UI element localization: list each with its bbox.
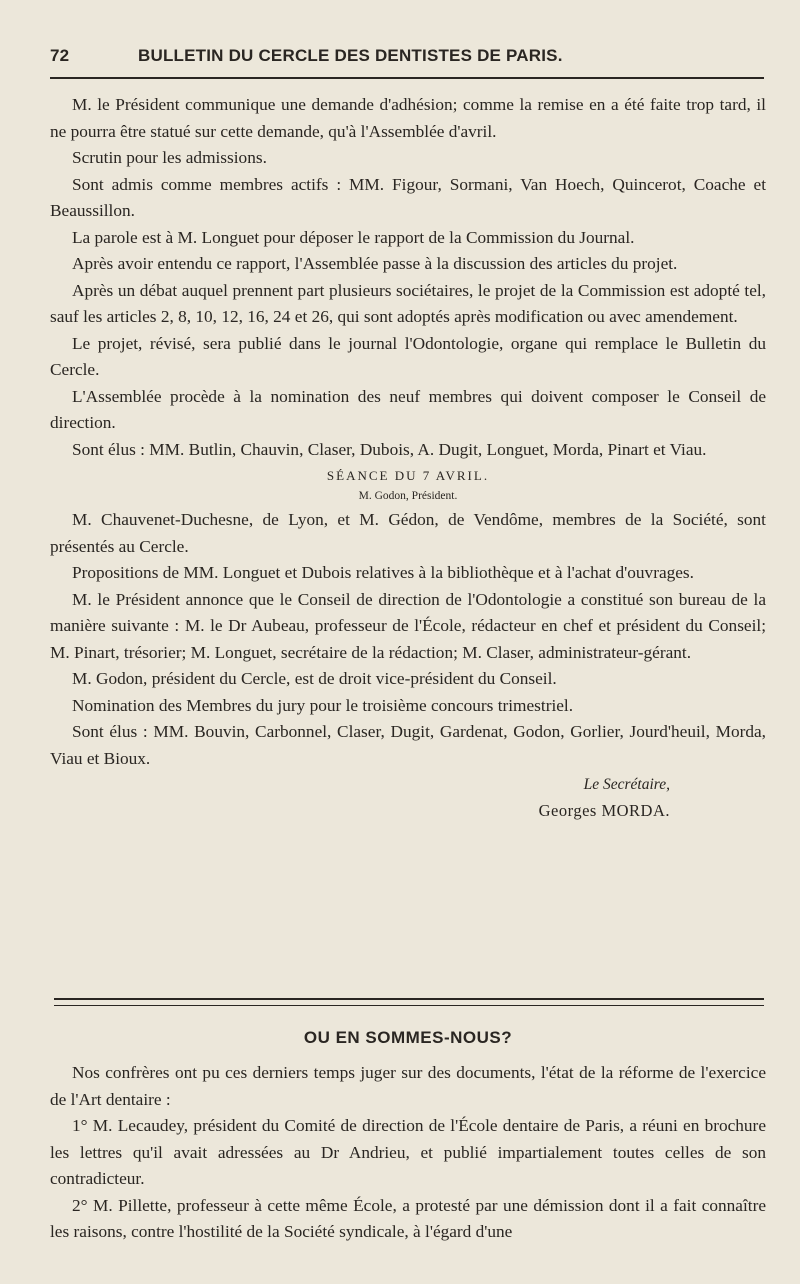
paragraph: La parole est à M. Longuet pour déposer le rapport de la Commission du Journal. — [72, 227, 635, 247]
section-title: OU EN SOMMES-NOUS? — [303, 1028, 513, 1047]
paragraph: M. le Président annonce que le Conseil de direction de l'Odontologie a constitué son bureau de la manière suivante : M. le Dr Aubeau, professeur de l'École, rédacteur en chef et président du Conseil; M. Pinart, trésorier; M. Longuet, secrétaire de la rédaction; M. Claser, administrateur-gérant. — [50, 589, 766, 662]
paragraph: Sont élus : MM. Bouvin, Carbonnel, Claser, Dugit, Gardenat, Godon, Gorlier, Jourd'heuil, Morda, Viau et Bioux. — [50, 722, 766, 768]
paragraph: Le projet, révisé, sera publié dans le journal l'Odontologie, organe qui remplace le Bulletin du Cercle. — [50, 333, 766, 379]
paragraph: Scrutin pour les admissions. — [72, 148, 267, 167]
paragraph: Sont admis comme membres actifs : MM. Figour, Sormani, Van Hoech, Quincerot, Coache et Beaussillon. — [50, 174, 766, 220]
minutes-body — [50, 92, 766, 824]
running-header — [50, 46, 764, 66]
page-number: 72 — [50, 46, 70, 65]
paragraph: Nomination des Membres du jury pour le troisième concours trimestriel. — [72, 695, 574, 715]
paragraph: M. le Président communique une demande d'adhésion; comme la remise en a été faite trop tard, il ne pourra être statué sur cette demande, qu'à l'Assemblée d'avril. — [50, 95, 766, 141]
paragraph: Après avoir entendu ce rapport, l'Assemblée passe à la discussion des articles du projet. — [72, 254, 678, 273]
signature-name: Georges MORDA. — [538, 801, 670, 820]
signature-role: Le Secrétaire, — [583, 776, 670, 793]
paragraph: Sont élus : MM. Butlin, Chauvin, Claser, Dubois, A. Dugit, Longuet, Morda, Pinart et Viau. — [72, 439, 707, 459]
header-rule — [50, 77, 764, 79]
paragraph: 1° M. Lecaudey, président du Comité de direction de l'École dentaire de Paris, a réuni en brochure les lettres qu'il avait adressées au Dr Andrieu, et publié impartialement toutes celles de son contradicteur. — [50, 1116, 766, 1188]
paragraph: Propositions de MM. Longuet et Dubois relatives à la bibliothèque et à l'achat d'ouvrages. — [72, 563, 694, 582]
paragraph: M. Chauvenet-Duchesne, de Lyon, et M. Gédon, de Vendôme, membres de la Société, sont présentés au Cercle. — [50, 510, 766, 556]
paragraph: M. Godon, président du Cercle, est de droit vice-président du Conseil. — [72, 669, 557, 688]
paragraph: Après un débat auquel prennent part plusieurs sociétaires, le projet de la Commission est adopté tel, sauf les articles 2, 8, 10, 12, 16, 24 et 26, qui sont adoptés après modification ou avec amendement. — [50, 280, 766, 326]
session-heading — [50, 465, 766, 505]
header-title: BULLETIN DU CERCLE DES DENTISTES DE PARIS. — [138, 46, 563, 65]
paragraph: L'Assemblée procède à la nomination des neuf membres qui doivent composer le Conseil de direction. — [50, 386, 766, 432]
session-title: SÉANCE DU 7 AVRIL. — [326, 468, 490, 483]
paragraph: 2° M. Pillette, professeur à cette même École, a protesté par une démission dont il a fait connaître les raisons, contre l'hostilité de la Société syndicale, à l'égard d'une — [50, 1195, 766, 1241]
section-divider — [54, 998, 764, 1006]
signature-block — [50, 772, 766, 824]
session-president: M. Godon, Président. — [358, 490, 458, 502]
article-body — [50, 1060, 766, 1246]
paragraph: Nos confrères ont pu ces derniers temps juger sur des documents, l'état de la réforme de l'exercice de l'Art dentaire : — [50, 1063, 766, 1109]
